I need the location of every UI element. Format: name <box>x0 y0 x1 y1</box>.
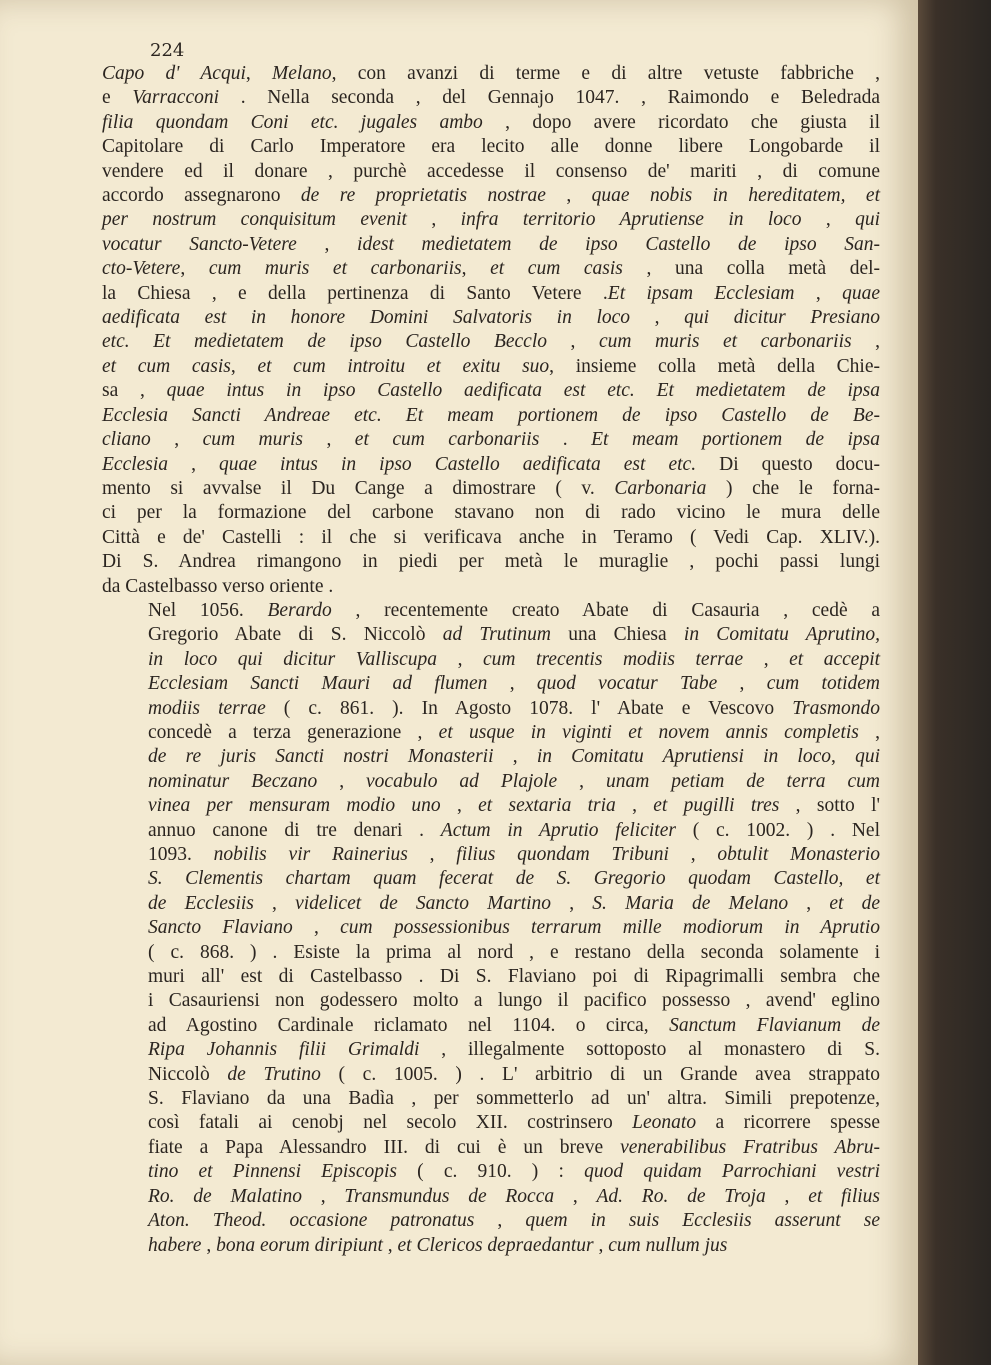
text-line <box>102 721 880 745</box>
text-line <box>102 575 880 599</box>
latin-quotation: et de <box>829 892 881 914</box>
text-line <box>102 526 880 550</box>
latin-quotation: cum muris et carbonariis <box>598 331 852 353</box>
latin-quotation: et usque in viginti et novem annis completis <box>438 721 859 743</box>
latin-quotation: et filius <box>808 1185 881 1207</box>
body-text <box>102 62 880 1258</box>
latin-quotation: et cum casis <box>102 355 231 377</box>
text-line <box>102 208 880 232</box>
latin-quotation: qui dicitur Presiano <box>684 307 881 329</box>
latin-quotation: Ecclesia <box>102 453 169 475</box>
text-segment: , <box>801 209 856 231</box>
paragraph <box>102 599 880 1258</box>
text-line <box>102 257 880 281</box>
latin-quotation: Et ipsam Ecclesiam <box>607 282 795 304</box>
latin-quotation: unam petiam de terra cum <box>605 770 880 792</box>
text-segment: , <box>245 63 273 84</box>
text-line <box>102 233 880 257</box>
text-segment: 1093. <box>148 844 214 865</box>
text-segment: ci per la formazione del carbone stavano non di rado vicino le mura delle <box>102 502 880 524</box>
text-segment: sa , <box>102 380 167 402</box>
text-line <box>102 623 880 647</box>
latin-quotation: Sanctum Flavianum de <box>669 1014 880 1036</box>
latin-quotation: quae intus in ipso Castello aedificata est etc. <box>219 453 697 475</box>
latin-quotation: Ad. Ro. de Troja <box>596 1185 766 1207</box>
latin-quotation: etc. Et medietatem de ipso Castello Becclo <box>102 331 548 353</box>
latin-quotation: qui <box>855 746 881 768</box>
text-line <box>102 599 880 623</box>
text-line <box>102 1185 880 1209</box>
text-segment: Gregorio Abate di S. Niccolò <box>148 624 443 646</box>
latin-quotation: filius quondam Tribuni <box>456 844 669 865</box>
text-line <box>102 697 880 721</box>
text-segment: , <box>437 648 483 670</box>
text-segment: , <box>150 429 203 451</box>
text-segment: , <box>317 770 367 792</box>
text-segment: , <box>547 331 599 353</box>
text-segment: , <box>765 1185 809 1207</box>
text-line <box>102 941 880 965</box>
paragraph <box>102 62 880 599</box>
latin-quotation: nominatur Beczano <box>148 770 318 792</box>
text-segment: , <box>292 917 341 939</box>
text-line <box>102 867 880 891</box>
text-segment: , <box>407 844 457 865</box>
latin-quotation: cum trecentis modiis terrae <box>483 648 744 670</box>
text-line <box>102 355 880 379</box>
text-segment: , <box>668 844 718 865</box>
text-segment: , recentemente creato Abate di Casauria , cedè a <box>331 599 881 621</box>
text-segment: , dopo avere ricordato che giusta il <box>482 111 880 133</box>
latin-quotation: Et meam portionem de ipsa <box>591 429 881 451</box>
text-segment: , <box>301 1185 345 1207</box>
latin-quotation: Berardo <box>267 599 332 621</box>
text-line <box>102 1063 880 1087</box>
latin-quotation: infra territorio Aprutiense in loco <box>460 209 802 231</box>
text-line <box>102 184 880 208</box>
text-segment: accordo assegnarono <box>102 185 301 207</box>
text-segment: , <box>551 892 593 914</box>
latin-quotation: Melano <box>272 63 332 84</box>
text-segment: ( c. 910. ) : <box>396 1161 585 1183</box>
text-line <box>102 501 880 525</box>
text-segment: , illegalmente sottoposto al monastero di S. <box>419 1039 880 1061</box>
latin-quotation: in Comitatu Aprutiensi in loco <box>536 746 832 768</box>
text-segment: S. Flaviano da una Badìa , per sommetterlo ad un' altra. Simili prepotenze, <box>148 1088 880 1110</box>
latin-quotation: ad Trutinum <box>442 624 551 646</box>
latin-quotation: Transmundus de Rocca <box>344 1185 555 1207</box>
latin-quotation: et accepit <box>789 648 881 670</box>
text-line <box>102 770 880 794</box>
latin-quotation: nobilis vir Rainerius <box>213 844 408 865</box>
latin-quotation: quae <box>842 282 880 304</box>
text-segment: , <box>180 258 209 280</box>
text-segment: vendere ed il donare , purchè accedesse il consenso de' mariti , di comune <box>102 160 880 182</box>
text-line <box>102 819 880 843</box>
text-segment: la Chiesa , e della pertinenza di Santo Vetere . <box>102 282 608 304</box>
latin-quotation: et pugilli tres <box>653 795 780 817</box>
text-line <box>102 160 880 184</box>
text-segment: , <box>743 648 790 670</box>
text-segment: , <box>717 673 767 695</box>
text-line <box>102 1111 880 1135</box>
latin-quotation: tino et Pinnensi Episcopis <box>148 1161 397 1183</box>
latin-quotation: de Ecclesiis <box>148 892 254 914</box>
latin-quotation: Ripa Johannis filii Grimaldi <box>148 1039 420 1061</box>
text-segment: a ricorrere spesse <box>696 1112 880 1134</box>
latin-quotation: et sextaria tria <box>478 795 616 817</box>
latin-quotation: quae nobis in hereditatem, et <box>591 185 880 207</box>
book-spine <box>918 0 991 1365</box>
latin-quotation: Trasmondo <box>792 697 880 719</box>
latin-quotation: obtulit Monasterio <box>717 844 880 865</box>
latin-quotation: cliano <box>102 429 151 451</box>
latin-quotation: filia quondam Coni etc. jugales ambo <box>102 111 483 133</box>
latin-quotation: de re juris Sancti nostri Monasterii <box>148 746 494 768</box>
latin-quotation: de re proprietatis nostrae <box>300 185 546 207</box>
text-line <box>102 477 880 501</box>
text-segment: , una colla metà del- <box>622 258 881 280</box>
latin-quotation: et Clericos depraedantur <box>397 1234 594 1256</box>
text-segment: . <box>539 429 592 451</box>
text-line <box>102 1136 880 1160</box>
latin-quotation: qui <box>855 209 880 231</box>
text-line <box>102 1234 880 1258</box>
latin-quotation: quem in suis Ecclesiis asserunt se <box>525 1210 881 1232</box>
text-line <box>102 1160 880 1184</box>
text-line <box>102 745 880 769</box>
text-segment: muri all' est di Castelbasso . Di S. Flaviano poi di Ripagrimalli sembra che <box>148 966 880 988</box>
text-segment: ( c. 1005. ) . L' arbitrio di un Grande avea strappato <box>320 1063 880 1085</box>
text-segment: , <box>230 355 258 377</box>
text-segment: ad Agostino Cardinale riclamato nel 1104. o circa, <box>148 1014 670 1036</box>
text-segment: , <box>851 331 881 353</box>
text-line <box>102 1087 880 1111</box>
text-line <box>102 453 880 477</box>
latin-quotation: Ro. de Malatino <box>148 1185 302 1207</box>
text-segment: , <box>253 892 296 914</box>
text-segment: . Nella seconda , del Gennajo 1047. , Raimondo e Beledrada <box>219 87 881 109</box>
latin-quotation: cto-Vetere <box>102 258 181 280</box>
text-segment: Nel 1056. <box>148 599 268 621</box>
text-segment: una Chiesa <box>550 624 684 646</box>
latin-quotation: Carbonaria <box>614 477 707 499</box>
latin-quotation: quae intus in ipso Castello aedificata est etc. Et medietatem de ipsa <box>166 380 881 402</box>
text-segment: , <box>201 1234 217 1256</box>
latin-quotation: videlicet de Sancto Martino <box>295 892 552 914</box>
text-line <box>102 794 880 818</box>
text-line <box>102 916 880 940</box>
text-segment: , <box>168 453 220 475</box>
text-line <box>102 404 880 428</box>
text-segment: , <box>440 795 479 817</box>
text-line <box>102 135 880 159</box>
text-segment: annuo canone di tre denari . <box>148 819 441 841</box>
latin-quotation: et cum casis <box>490 258 623 280</box>
latin-quotation: et cum introitu et exitu suo <box>257 355 550 377</box>
text-segment: , <box>474 1210 526 1232</box>
text-segment: , <box>831 746 856 768</box>
text-segment: , sotto l' <box>779 795 881 817</box>
text-segment: , <box>630 307 685 329</box>
text-segment: così fatali ai cenobj nel secolo XII. costrinsero <box>148 1112 633 1134</box>
latin-quotation: S. Maria de Melano <box>592 892 789 914</box>
text-segment: , <box>858 721 881 743</box>
text-segment: , <box>382 1234 398 1256</box>
text-line <box>102 892 880 916</box>
latin-quotation: cum muris <box>202 429 303 451</box>
text-line <box>102 428 880 452</box>
text-line <box>102 330 880 354</box>
latin-quotation: vocatur Sancto-Vetere <box>102 233 297 255</box>
latin-quotation: in loco qui dicitur Valliscupa <box>148 648 438 670</box>
latin-quotation: cum muris et carbonariis <box>208 258 462 280</box>
latin-quotation: modiis terrae <box>148 697 266 719</box>
text-segment: Di questo docu- <box>696 453 881 475</box>
text-segment: mento si avvalse il Du Cange a dimostrare ( v. <box>102 477 615 499</box>
text-segment: , <box>296 233 358 255</box>
text-segment: , <box>545 185 592 207</box>
latin-quotation: vocabulo ad Plajole <box>366 770 558 792</box>
text-line <box>102 648 880 672</box>
latin-quotation: Ecclesia Sancti Andreae etc. Et meam portionem de ipso Castello de Be- <box>102 404 880 426</box>
latin-quotation: venerabilibus Fratribus Abru- <box>620 1136 880 1158</box>
text-segment: , <box>461 258 491 280</box>
latin-quotation: de Trutino <box>227 1063 321 1085</box>
text-segment: , <box>554 1185 597 1207</box>
latin-quotation: S. Clementis chartam quam fecerat de S. Gregorio quodam Castello, et <box>148 868 880 890</box>
text-segment: Capitolare di Carlo Imperatore era lecito alle donne libere Longobarde il <box>102 136 880 158</box>
text-segment: Niccolò <box>148 1063 228 1085</box>
latin-quotation: habere <box>148 1234 202 1256</box>
text-segment: i Casauriensi non godessero molto a lungo il pacifico possesso , avend' eglino <box>148 990 880 1012</box>
latin-quotation: Capo d' Acqui <box>102 63 246 84</box>
latin-quotation: Sancto Flaviano <box>148 917 293 939</box>
text-segment: , con avanzi di terme e di altre vetuste fabbriche , <box>331 63 880 84</box>
text-line <box>102 989 880 1013</box>
latin-quotation: et cum carbonariis <box>354 429 540 451</box>
text-segment: , <box>302 429 355 451</box>
text-segment: , <box>794 282 843 304</box>
text-line <box>102 1014 880 1038</box>
latin-quotation: Aton. Theod. occasione patronatus <box>148 1210 475 1232</box>
latin-quotation: cum possessionibus terrarum mille modiorum in Aprutio <box>340 917 881 939</box>
text-segment: concedè a terza generazione , <box>148 721 439 743</box>
text-segment: fiate a Papa Alessandro III. di cui è un breve <box>148 1136 621 1158</box>
text-segment: , <box>557 770 606 792</box>
text-line <box>102 62 880 86</box>
text-segment: , <box>615 795 654 817</box>
text-segment: , <box>593 1234 609 1256</box>
latin-quotation: Varracconi <box>132 87 220 109</box>
text-line <box>102 379 880 403</box>
page-number: 224 <box>150 40 185 61</box>
text-segment: ( c. 861. ). In Agosto 1078. l' Abate e Vescovo <box>265 697 793 719</box>
text-line <box>102 965 880 989</box>
text-line <box>102 1038 880 1062</box>
text-segment: , <box>406 209 461 231</box>
text-line <box>102 111 880 135</box>
text-segment: , insieme colla metà della Chie- <box>549 355 881 377</box>
latin-quotation: idest medietatem de ipso Castello de ipso San- <box>357 233 880 255</box>
text-line <box>102 1209 880 1233</box>
text-segment: Di S. Andrea rimangono in piedi per metà le muraglie , pochi passi lungi <box>102 551 880 573</box>
latin-quotation: per nostrum conquisitum evenit <box>102 209 407 231</box>
text-segment: da Castelbasso verso oriente . <box>102 575 334 597</box>
latin-quotation: bona eorum diripiunt <box>216 1234 383 1256</box>
latin-quotation: Leonato <box>632 1112 697 1134</box>
text-segment: e <box>102 87 133 109</box>
text-line <box>102 843 880 867</box>
latin-quotation: vinea per mensuram modio uno <box>148 795 441 817</box>
latin-quotation: cum totidem <box>766 673 881 695</box>
text-segment: , <box>487 673 537 695</box>
latin-quotation: quod quidam Parrochiani vestri <box>584 1161 880 1183</box>
text-segment: Città e de' Castelli : il che si verificava anche in Teramo ( Vedi Cap. XLIV.). <box>102 526 880 548</box>
text-segment: , <box>493 746 537 768</box>
text-line <box>102 282 880 306</box>
text-segment: ( c. 868. ) . Esiste la prima al nord , e restano della seconda solamente i <box>148 941 880 963</box>
latin-quotation: quod vocatur Tabe <box>536 673 718 695</box>
text-segment: ) che le forna- <box>706 477 880 499</box>
text-segment: , <box>788 892 830 914</box>
text-segment: ( c. 1002. ) . Nel <box>675 819 880 841</box>
latin-quotation: Actum in Aprutio feliciter <box>440 819 676 841</box>
latin-quotation: cum nullum jus <box>608 1234 728 1256</box>
latin-quotation: Ecclesiam Sancti Mauri ad flumen <box>148 673 488 695</box>
text-line <box>102 672 880 696</box>
latin-quotation: aedificata est in honore Domini Salvatoris in loco <box>102 307 631 329</box>
text-line <box>102 306 880 330</box>
text-line <box>102 550 880 574</box>
text-line <box>102 86 880 110</box>
latin-quotation: in Comitatu Aprutino, <box>683 624 880 646</box>
